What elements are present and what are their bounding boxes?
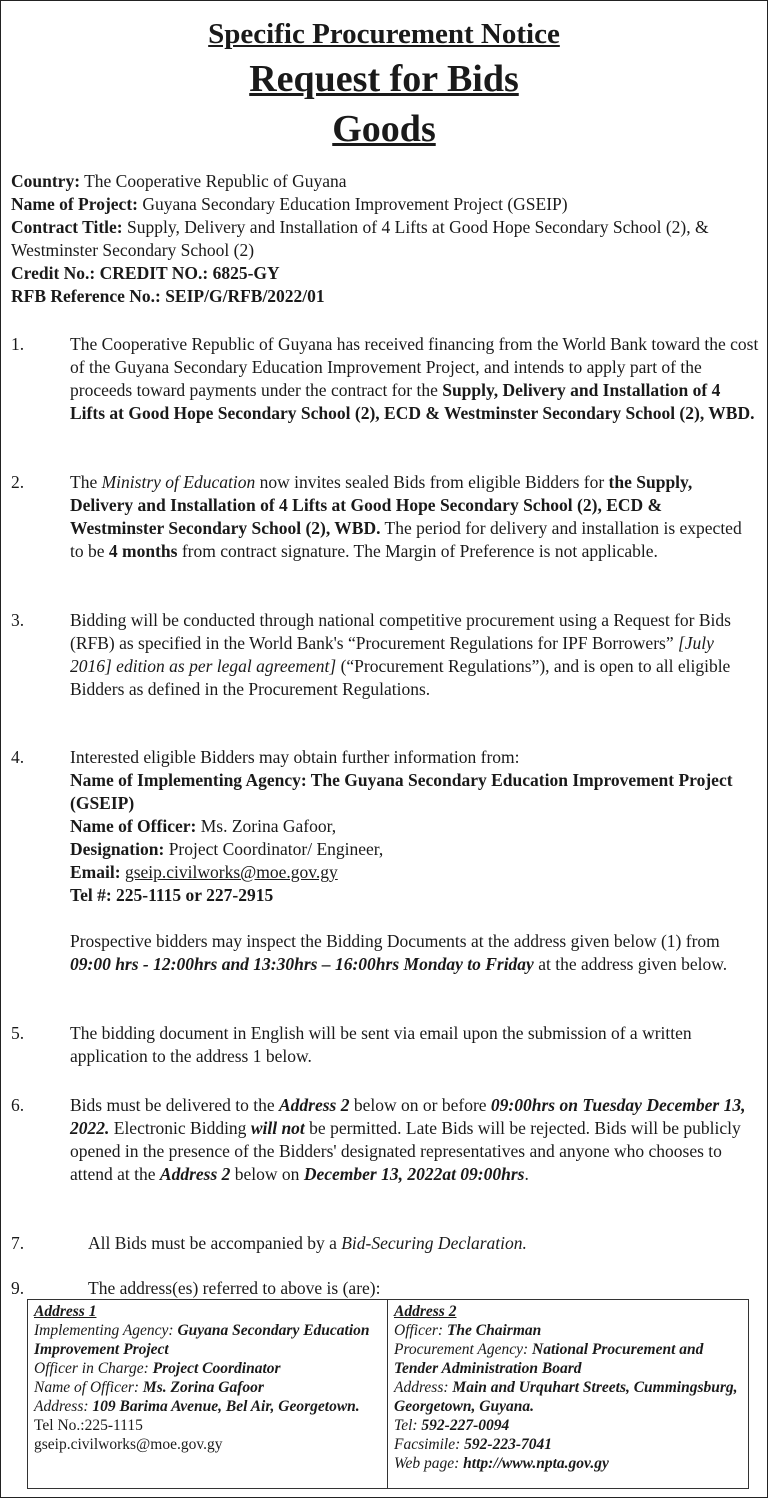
address-2-heading: Address 2 xyxy=(394,1303,457,1320)
officer-telephone: Tel #: 225-1115 or 227-2915 xyxy=(70,885,274,905)
web-link[interactable]: http://www.npta.gov.gy xyxy=(463,1455,609,1472)
section-number: 9. xyxy=(11,1278,25,1298)
officer-name: Name of Officer: Ms. Zorina Gafoor, xyxy=(70,816,337,836)
section-number: 4. xyxy=(11,747,25,767)
address-table xyxy=(27,1299,749,1489)
section-number: 5. xyxy=(11,1023,25,1043)
section-text: Bidding will be conducted through national competitive procurement using a Request for Bids (RFB) as specified in the World Bank's “Procurement Regulations for IPF Borrowers” [July 2016] edition as per legal agreement] (“Procurement Regulations”), and is open to all eligible Bidders as defined in the Procurement Regulations. xyxy=(70,610,731,699)
section-text: Bids must be delivered to the Address 2 below on or before 09:00hrs on Tuesday December 13, 2022. Electronic Bidding will not be permitted. Late Bids will be rejected. Bids will be publicly opened in the presence of the Bidders' designated representatives and anyone who chooses to attend at the Address 2 below on December 13, 2022at 09:00hrs. xyxy=(70,1095,746,1184)
inspection-text: Prospective bidders may inspect the Bidding Documents at the address given below (1) from 09:00 hrs - 12:00hrs and 13:30hrs – 16:00hrs Monday to Friday at the address given below. xyxy=(70,931,728,974)
notice-category: Goods xyxy=(332,108,436,150)
section-text: The address(es) referred to above is (are): xyxy=(88,1278,381,1298)
project-details xyxy=(11,170,751,308)
credit-line: Credit No.: CREDIT NO.: 6825-GY xyxy=(11,263,280,283)
country-line: Country: The Cooperative Republic of Guyana xyxy=(11,171,347,191)
section-4 xyxy=(11,746,759,976)
notice-title: Specific Procurement Notice xyxy=(208,18,560,50)
section-text: The Cooperative Republic of Guyana has received financing from the World Bank toward the cost of the Guyana Secondary Education Improvement Project, and intends to apply part of the proceeds toward payments under the contract for the Supply, Delivery and Installation of 4 Lifts at Good Hope Secondary School (2), ECD & Westminster Secondary School (2), WBD. xyxy=(70,334,759,423)
section-7 xyxy=(11,1232,759,1255)
section-6 xyxy=(11,1094,759,1186)
address-1-email[interactable]: gseip.civilworks@moe.gov.gy xyxy=(34,1436,223,1453)
section-number: 1. xyxy=(11,334,25,354)
officer-designation: Designation: Project Coordinator/ Engineer, xyxy=(70,839,384,859)
section-1 xyxy=(11,333,759,425)
info-intro: Interested eligible Bidders may obtain further information from: xyxy=(70,747,520,767)
section-number: 3. xyxy=(11,610,25,630)
notice-subtitle: Request for Bids xyxy=(249,58,519,100)
project-line: Name of Project: Guyana Secondary Education Improvement Project (GSEIP) xyxy=(11,194,568,214)
email-link[interactable]: gseip.civilworks@moe.gov.gy xyxy=(124,862,338,882)
section-5 xyxy=(11,1022,759,1068)
contract-line: Contract Title: Supply, Delivery and Installation of 4 Lifts at Good Hope Secondary School (2), & Westminster Secondary School (2) xyxy=(11,217,709,260)
section-text: The Ministry of Education now invites sealed Bids from eligible Bidders for the Supply, Delivery and Installation of 4 Lifts at Good Hope Secondary School (2), ECD & Westminster Secondary School (2), WBD. The period for delivery and installation is expected to be 4 months from contract signature. The Margin of Preference is not applicable. xyxy=(70,472,742,561)
address-2-cell: Address 2 Officer: The Chairman Procurement Agency: National Procurement and Tender Administration Board Address: Main and Urquhart Streets, Cummingsburg, Georgetown, Guyana. Tel: 592-227-0094 Facsimile: 592-223-7041 Web page: http://www.npta.gov.gy xyxy=(388,1300,748,1488)
officer-email: Email: gseip.civilworks@moe.gov.gy xyxy=(70,862,338,882)
rfb-line: RFB Reference No.: SEIP/G/RFB/2022/01 xyxy=(11,286,325,306)
section-text: All Bids must be accompanied by a Bid-Securing Declaration. xyxy=(88,1233,527,1253)
address-1-heading: Address 1 xyxy=(34,1303,97,1320)
address-1-telephone: Tel No.:225-1115 xyxy=(34,1417,143,1434)
section-9 xyxy=(11,1277,759,1300)
section-text: The bidding document in English will be sent via email upon the submission of a written application to the address 1 below. xyxy=(70,1023,692,1066)
address-1-cell: Address 1 Implementing Agency: Guyana Secondary Education Improvement Project Officer in Charge: Project Coordinator Name of Officer: Ms. Zorina Gafoor Address: 109 Barima Avenue, Bel Air, Georgetown. Tel No.:225-1115 gseip.civilworks@moe.gov.gy xyxy=(28,1300,388,1488)
section-2 xyxy=(11,471,759,563)
section-number: 6. xyxy=(11,1095,25,1115)
section-number: 7. xyxy=(11,1233,25,1253)
agency-name: Name of Implementing Agency: The Guyana Secondary Education Improvement Project (GSEIP) xyxy=(70,770,733,813)
section-number: 2. xyxy=(11,472,25,492)
section-3 xyxy=(11,609,759,701)
